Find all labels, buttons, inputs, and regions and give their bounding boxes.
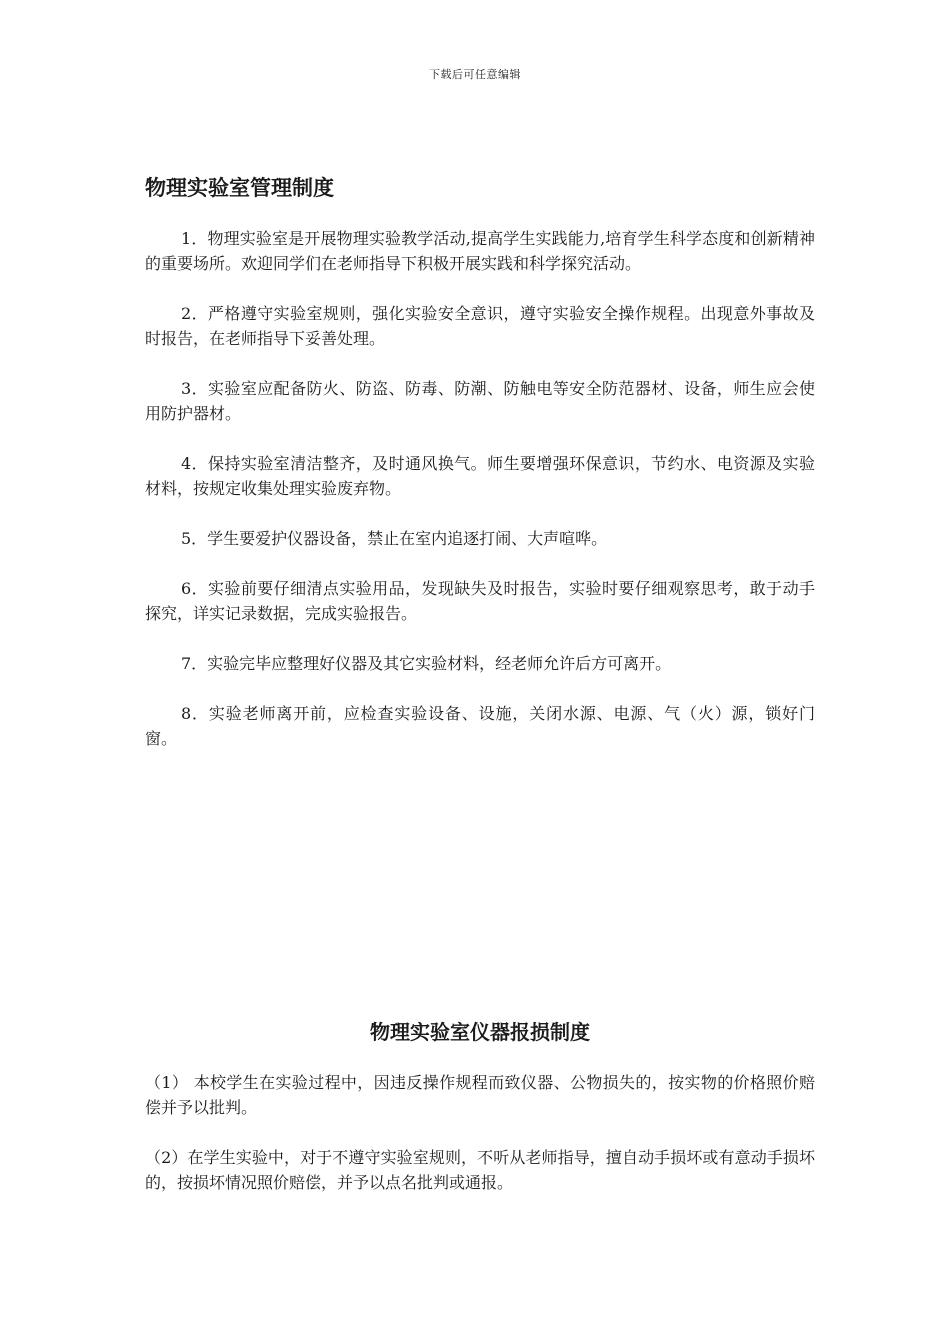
rule-paragraph-2: 2．严格遵守实验室规则，强化实验安全意识，遵守实验安全操作规程。出现意外事故及时报告，在老师指导下妥善处理。	[145, 304, 815, 348]
rule-paragraph-3: 3．实验室应配备防火、防盗、防毒、防潮、防触电等安全防范器材、设备，师生应会使用防护器材。	[145, 379, 815, 423]
damage-report-title: 物理实验室仪器报损制度	[370, 1020, 590, 1044]
management-rules-section	[145, 174, 815, 776]
rule-paragraph-8: 8．实验老师离开前，应检查实验设备、设施，关闭水源、电源、气（火）源，锁好门窗。	[145, 704, 815, 748]
rule-paragraph-1: 1．物理实验室是开展物理实验教学活动,提高学生实践能力,培育学生科学态度和创新精神的重要场所。欢迎同学们在老师指导下积极开展实践和科学探究活动。	[145, 229, 815, 273]
management-rules-title: 物理实验室管理制度	[145, 176, 334, 200]
rule-paragraph-7: 7．实验完毕应整理好仪器及其它实验材料，经老师允许后方可离开。	[181, 654, 672, 673]
damage-report-section	[145, 1018, 815, 1220]
page-header-note: 下载后可任意编辑	[429, 68, 521, 81]
rule-paragraph-6: 6．实验前要仔细清点实验用品，发现缺失及时报告，实验时要仔细观察思考，敢于动手探究，详实记录数据，完成实验报告。	[145, 579, 815, 623]
rule-paragraph-4: 4．保持实验室清洁整齐，及时通风换气。师生要增强环保意识，节约水、电资源及实验材料，按规定收集处理实验废弃物。	[145, 454, 815, 498]
damage-paragraph-1: （1） 本校学生在实验过程中，因违反操作规程而致仪器、公物损失的，按实物的价格照价赔偿并予以批判。	[145, 1073, 815, 1117]
damage-paragraph-2: （2）在学生实验中，对于不遵守实验室规则，不听从老师指导，擅自动手损坏或有意动手损坏的，按损坏情况照价赔偿，并予以点名批判或通报。	[145, 1148, 815, 1192]
rule-paragraph-5: 5．学生要爱护仪器设备，禁止在室内追逐打闹、大声喧哗。	[181, 529, 608, 548]
